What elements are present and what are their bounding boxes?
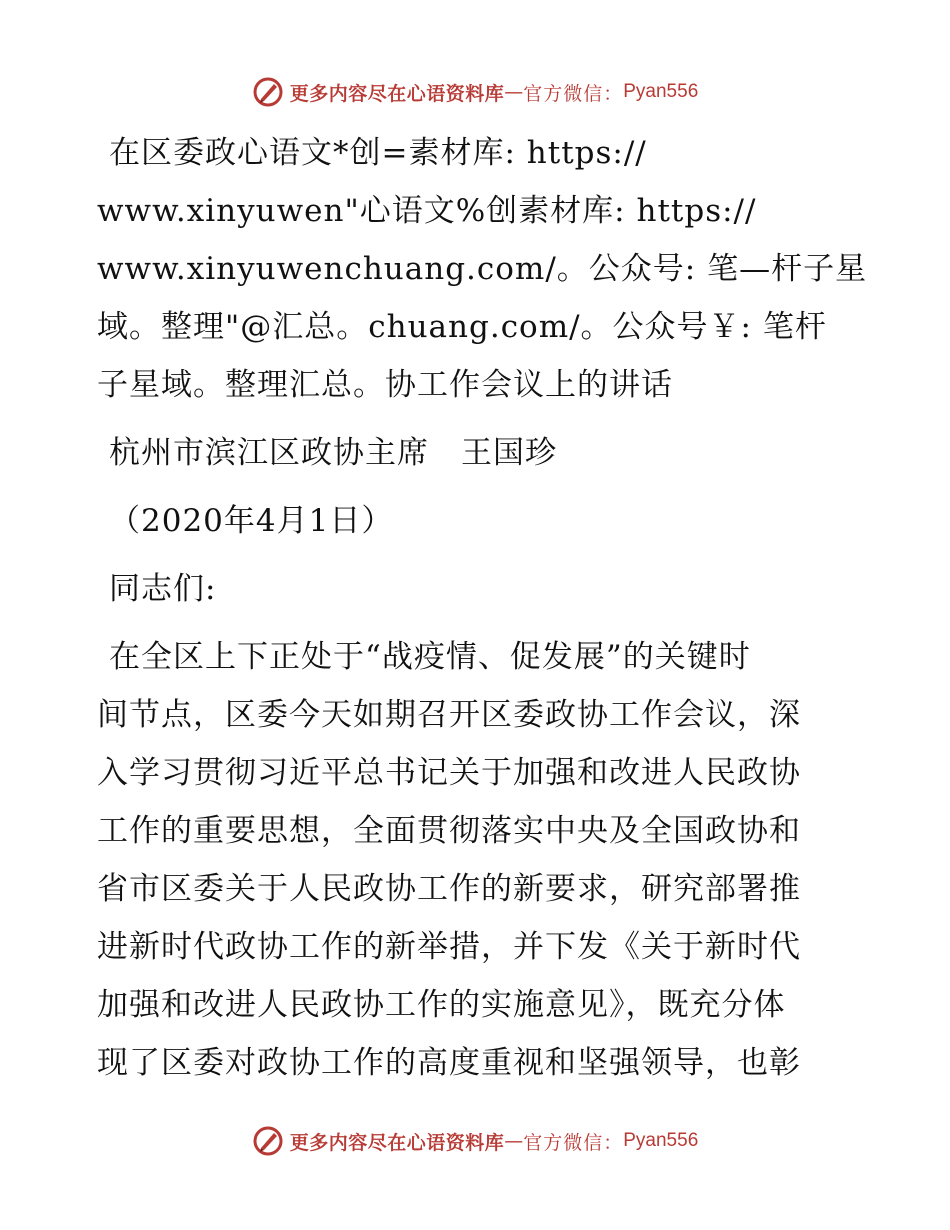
salutation: 同志们:	[109, 571, 217, 607]
text-line: 入学习贯彻习近平总书记关于加强和改进人民政协	[97, 755, 801, 791]
text-line: 进新时代政协工作的新举措，并下发《关于新时代	[97, 929, 801, 965]
text-line: 子星域。整理汇总。协工作会议上的讲话	[97, 367, 673, 403]
banner-wechat-id: Pyan556	[623, 81, 699, 102]
banner-official-text: 官方微信：	[523, 1131, 624, 1154]
banner-site-text: 更多内容尽在心语资料库	[289, 1131, 505, 1154]
body-paragraph	[97, 628, 857, 1092]
text-line: 在全区上下正处于“战疫情、促发展”的关键时	[109, 639, 751, 675]
text-line: 现了区委对政协工作的高度重视和坚强领导，也彰	[97, 1045, 801, 1081]
banner-dash: —	[504, 1130, 524, 1152]
text-line: www.xinyuwen"心语文%创素材库: https://	[97, 193, 757, 229]
banner-wechat-id: Pyan556	[623, 1130, 699, 1151]
banner-official-text: 官方微信：	[523, 82, 624, 105]
pen-logo-icon	[252, 76, 284, 108]
text-line: 省市区委关于人民政协工作的新要求，研究部署推	[97, 871, 801, 907]
pen-logo-icon	[252, 1125, 284, 1157]
date-line: （2020年4月1日）	[109, 503, 394, 539]
text-line: 域。整理"@汇总。chuang.com/。公众号￥: 笔杆	[97, 309, 827, 345]
text-line: 加强和改进人民政协工作的实施意见》，既充分体	[97, 987, 786, 1023]
author-line: 杭州市滨江区政协主席 王国珍	[109, 435, 557, 471]
text-line: 工作的重要思想，全面贯彻落实中央及全国政协和	[97, 813, 801, 849]
intro-paragraph	[97, 124, 868, 414]
banner-site-text: 更多内容尽在心语资料库	[289, 82, 505, 105]
header-banner	[0, 70, 950, 114]
text-line: 在区委政心语文*创=素材库: https://	[109, 135, 647, 171]
banner-dash: —	[504, 81, 524, 103]
text-line: www.xinyuwenchuang.com/。公众号: 笔—杆子星	[97, 251, 868, 287]
text-line: 间节点，区委今天如期召开区委政协工作会议，深	[97, 697, 801, 733]
document-body	[97, 124, 868, 1092]
footer-banner	[0, 1119, 950, 1163]
